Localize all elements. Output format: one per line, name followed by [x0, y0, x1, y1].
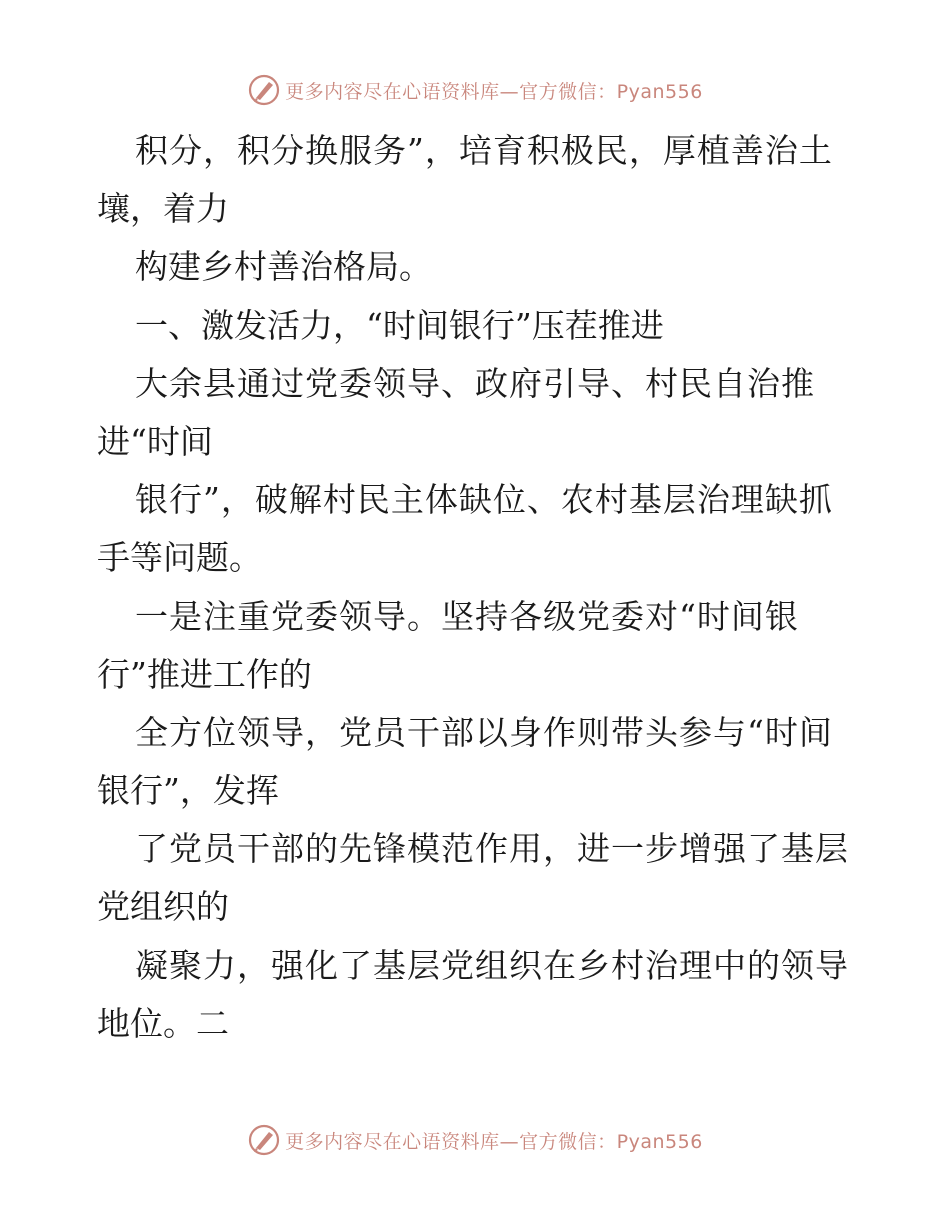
body-line: 银行”，发挥 — [97, 771, 279, 811]
quill-pen-logo-icon — [247, 1123, 281, 1157]
body-line: 全方位领导，党员干部以身作则带头参与“时间 — [135, 712, 833, 752]
document-body — [97, 122, 857, 1053]
body-line: 积分，积分换服务”，培育积极民，厚植善治土 — [135, 131, 833, 170]
body-line: 凝聚力，强化了基层党组织在乡村治理中的领导 — [135, 945, 849, 985]
body-line: 壤，着力 — [97, 189, 229, 229]
body-line: 了党员干部的先锋模范作用，进一步增强了基层 — [135, 829, 849, 869]
watermark-text: 更多内容尽在心语资料库—官方微信：Pyan556 — [285, 80, 703, 103]
body-line: 银行”，破解村民主体缺位、农村基层治理缺抓 — [135, 480, 833, 520]
body-line: 一是注重党委领导。坚持各级党委对“时间银 — [135, 596, 799, 636]
body-line: 党组织的 — [97, 887, 229, 927]
body-line: 大余县通过党委领导、政府引导、村民自治推 — [135, 363, 815, 403]
body-line: 行”推进工作的 — [97, 654, 312, 694]
body-line: 地位。二 — [97, 1003, 229, 1043]
body-line: 手等问题。 — [97, 538, 262, 578]
quill-pen-logo-icon — [247, 73, 281, 107]
section-heading: 一、激发活力，“时间银行”压茬推进 — [135, 305, 664, 345]
body-line: 进“时间 — [97, 421, 213, 461]
footer-watermark-banner — [0, 1120, 950, 1160]
watermark-text: 更多内容尽在心语资料库—官方微信：Pyan556 — [285, 1130, 703, 1153]
body-line: 构建乡村善治格局。 — [135, 247, 432, 287]
header-watermark-banner — [0, 70, 950, 110]
